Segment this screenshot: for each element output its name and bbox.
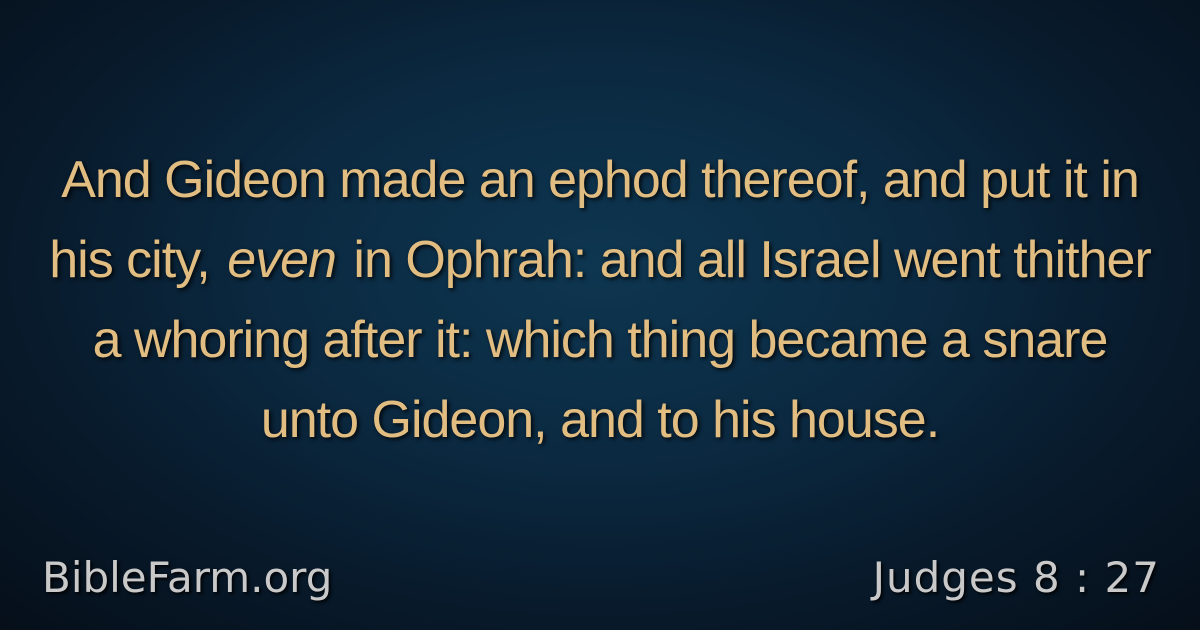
verse-reference: Judges 8 : 27 <box>872 553 1160 602</box>
verse-text-italic: even <box>227 231 336 289</box>
verse-text <box>40 140 1160 460</box>
verse-text-part2: in Ophrah: and all Israel went thither a whoring after it: which thing became a snare unto Gideon, and to his house. <box>92 231 1151 449</box>
site-name: BibleFarm.org <box>42 553 333 602</box>
verse-text-part1: And Gideon made an ephod thereof, and put it in his city, <box>49 151 1139 289</box>
